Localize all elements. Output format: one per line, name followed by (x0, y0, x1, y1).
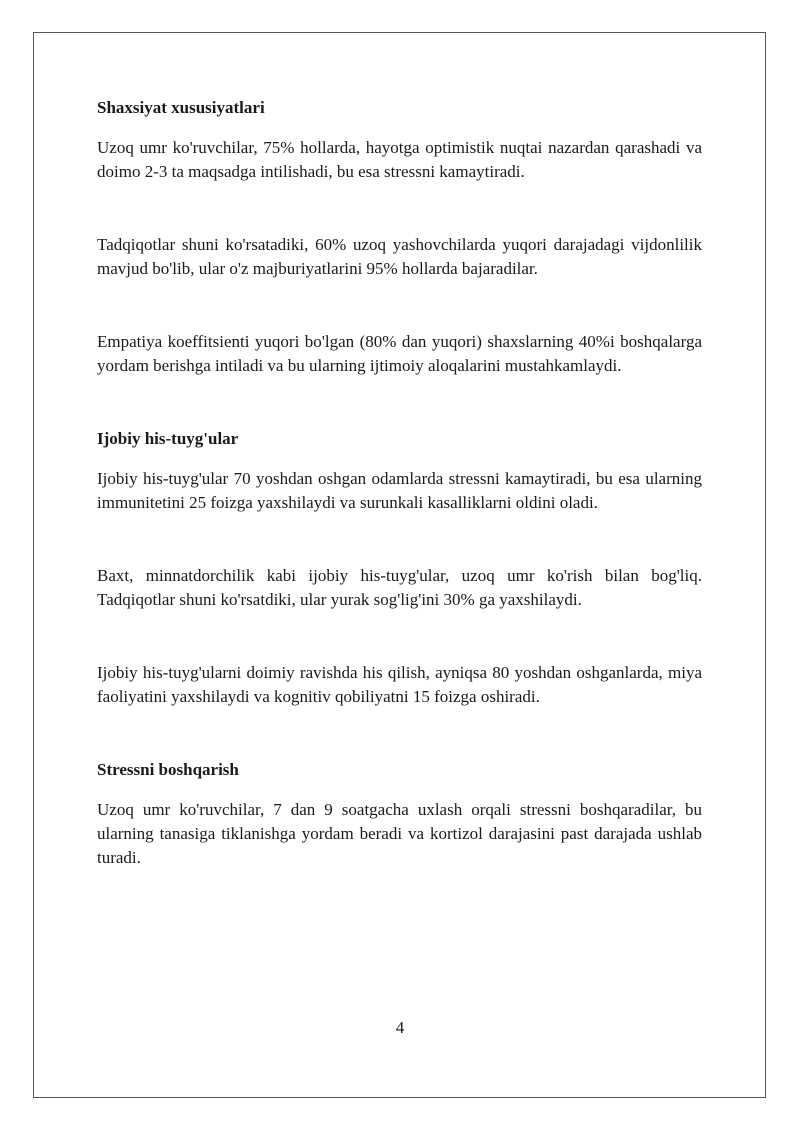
paragraph: Ijobiy his-tuyg'ular 70 yoshdan oshgan odamlarda stressni kamaytiradi, bu esa ularning immunitetini 25 foizga yaxshilaydi va surunkali kasalliklarni oldini oladi. (97, 469, 702, 512)
paragraph: Empatiya koeffitsienti yuqori bo'lgan (80% dan yuqori) shaxslarning 40%i boshqalarga yordam berishga intiladi va bu ularning ijtimoiy aloqalarini mustahkamlaydi. (97, 332, 702, 375)
section-heading: Stressni boshqarish (97, 760, 239, 779)
paragraph: Tadqiqotlar shuni ko'rsatadiki, 60% uzoq yashovchilarda yuqori darajadagi vijdonlilik mavjud bo'lib, ular o'z majburiyatlarini 95% hollarda bajaradilar. (97, 235, 702, 278)
document-body (97, 96, 702, 870)
paragraph: Baxt, minnatdorchilik kabi ijobiy his-tuyg'ular, uzoq umr ko'rish bilan bog'liq. Tadqiqotlar shuni ko'rsatdiki, ular yurak sog'lig'ini 30% ga yaxshilaydi. (97, 566, 702, 609)
paragraph: Uzoq umr ko'ruvchilar, 75% hollarda, hayotga optimistik nuqtai nazardan qarashadi va doimo 2-3 ta maqsadga intilishadi, bu esa stressni kamaytiradi. (97, 138, 702, 181)
section-ijobiy (97, 427, 702, 709)
section-heading: Shaxsiyat xususiyatlari (97, 98, 265, 117)
page-number: 4 (395, 1018, 405, 1037)
paragraph: Ijobiy his-tuyg'ularni doimiy ravishda his qilish, ayniqsa 80 yoshdan oshganlarda, miya faoliyatini yaxshilaydi va kognitiv qobiliyatni 15 foizga oshiradi. (97, 663, 702, 706)
section-shaxsiyat (97, 96, 702, 378)
section-heading: Ijobiy his-tuyg'ular (97, 429, 239, 448)
section-stress (97, 758, 702, 870)
paragraph: Uzoq umr ko'ruvchilar, 7 dan 9 soatgacha uxlash orqali stressni boshqaradilar, bu ularning tanasiga tiklanishga yordam beradi va kortizol darajasini past darajada ushlab turadi. (97, 800, 702, 867)
